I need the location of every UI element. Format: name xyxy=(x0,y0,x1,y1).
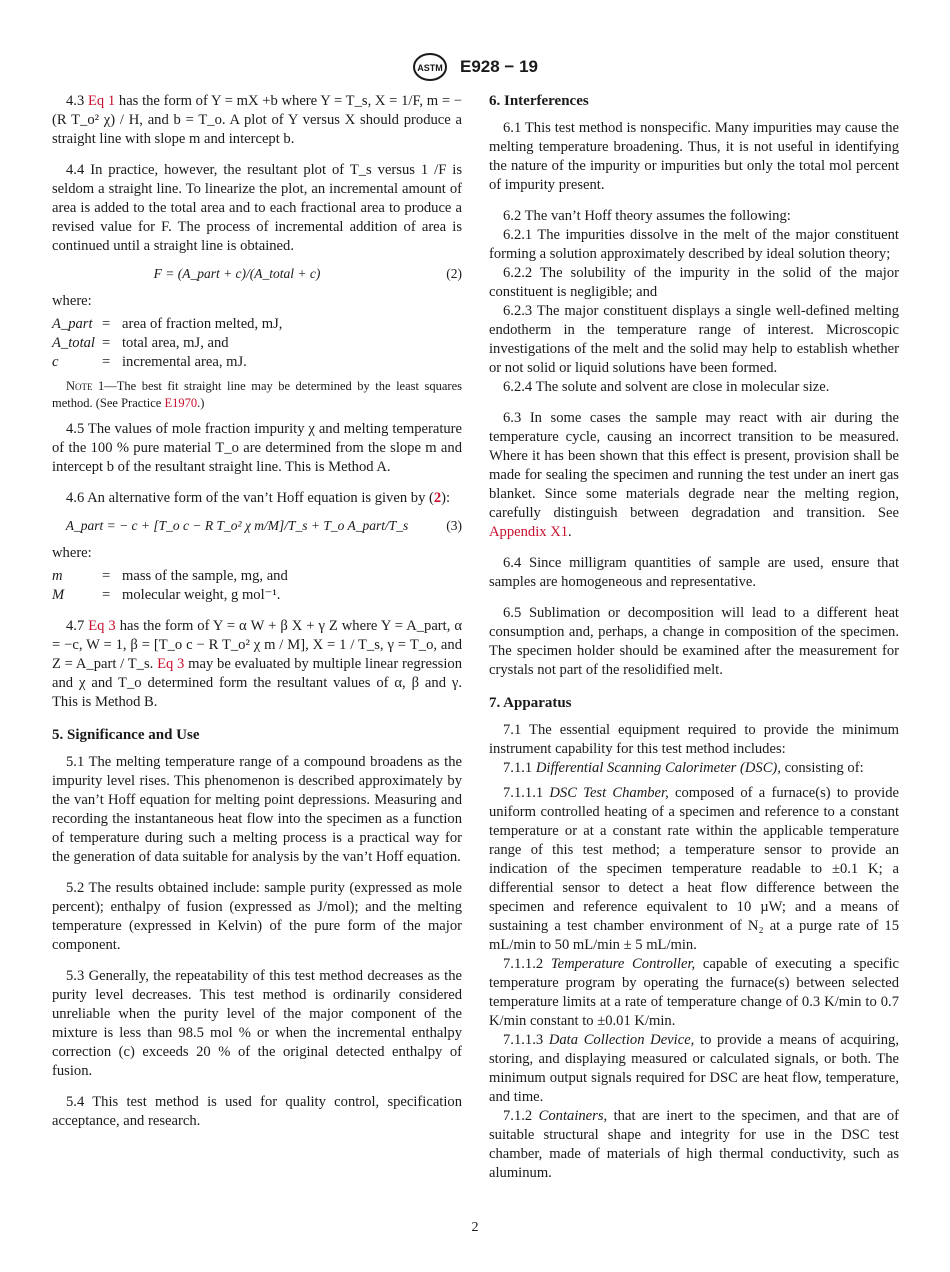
astm-logo-icon xyxy=(412,52,448,82)
paragraph-6-2: 6.2 The van’t Hoff theory assumes the following: xyxy=(503,208,791,224)
equation-3: A_part = − c + [T_o c − R T_o² χ m/M]/T_s + T_o A_part/T_s (3) xyxy=(65,518,462,533)
paragraph-6-2-2: 6.2.2 The solubility of the impurity in the solid of the major constituent is negligible; and xyxy=(489,265,899,300)
variable-row: A_part = area of fraction melted, mJ, xyxy=(52,316,283,332)
paragraph-7-1-1-1: 7.1.1.1 DSC Test Chamber, composed of a furnace(s) to provide uniform controlled heating of a specimen and reference to a constant temperature or at a constant rate within the applicable temperature range of this test method; a temperature sensor to provide an indication of the specimen temperature readable to ±0.1 K; a differential sensor to detect a heat flow difference between the specimen and reference equivalent to 10 µW; and a means of sustaining a test chamber environment of N₂ at a purge rate of 15 mL/min to 50 mL/min ± 5 mL/min. xyxy=(489,785,899,953)
appendix-x1-link[interactable]: Appendix X1 xyxy=(489,524,569,540)
eq1-link[interactable]: Eq 1 xyxy=(87,93,116,109)
paragraph-7-1: 7.1 The essential equipment required to provide the minimum instrument capability for this test method includes: xyxy=(489,722,899,757)
note-1: Note 1—The best fit straight line may be determined by the least squares method. (See Practice E1970.) xyxy=(52,379,462,410)
standard-designation: E928 − 19 xyxy=(460,57,538,76)
variable-row: A_total = total area, mJ, and xyxy=(52,335,229,351)
paragraph-6-5: 6.5 Sublimation or decomposition will lead to a different heat consumption and, perhaps, a change in composition of the specimen. The specimen holder should be examined after the measurement for crystals not part of the resolidified melt. xyxy=(489,605,899,678)
section-6-heading: 6. Interferences xyxy=(489,93,589,109)
e1970-link[interactable]: E1970 xyxy=(164,396,198,410)
paragraph-4-4: 4.4 In practice, however, the resultant plot of T_s versus 1 /F is seldom a straight line. To linearize the plot, an incremental amount of area is added to the total area and to each fractional area to produce a revised value for F. The process of incremental addition of area is continued until a straight line is obtained. xyxy=(52,162,462,254)
variable-row: M = molecular weight, g mol⁻¹. xyxy=(52,587,281,603)
paragraph-6-3: 6.3 In some cases the sample may react with air during the temperature cycle, causing an incorrect transition to be measured. Where it has been shown that this effect is present, provision shall be made for sealing the specimen and running the test under an inert gas blanket. Since some materials degrade near the melting region, carefully distinguish between degradation and transition. See Appendix X1. xyxy=(489,410,899,540)
paragraph-6-2-4: 6.2.4 The solute and solvent are close in molecular size. xyxy=(503,379,830,395)
section-5-heading: 5. Significance and Use xyxy=(52,727,200,743)
paragraph-4-3: 4.3 Eq 1 has the form of Y = mX +b where Y = T_s, X = 1/F, m = −(R T_o² χ) / H, and b = T_o. A plot of Y versus X should produce a straight line with slope m and intercept b. xyxy=(52,93,462,147)
variable-row: m = mass of the sample, mg, and xyxy=(52,568,288,584)
paragraph-7-1-1-3: 7.1.1.3 Data Collection Device, to provide a means of acquiring, storing, and displaying measured or calculated signals, or both. The minimum output signals required for DSC are heat flow, temperature, and time. xyxy=(489,1032,900,1105)
paragraph-5-2: 5.2 The results obtained include: sample purity (expressed as mole percent); enthalpy of fusion (expressed as J/mol); and the melting temperature (expressed in Kelvin) of the pure form of the major component. xyxy=(52,880,462,953)
variable-list-2 xyxy=(52,567,288,605)
variable-list-1 xyxy=(52,315,282,372)
paragraph-5-4: 5.4 This test method is used for quality control, specification acceptance, and research. xyxy=(52,1094,463,1129)
paragraph-4-7: 4.7 Eq 3 has the form of Y = α W + β X + γ Z where Y = A_part, α = −c, W = 1, β = [T_o c − R T_o² χ m / M], X = 1 / T_s, γ = T_o, and Z = A_part / T_s. Eq 3 may be evaluated by multiple linear regression and χ and T_o determined form the resultant values of α, β and γ. This is Method B. xyxy=(52,618,462,710)
paragraph-4-5: 4.5 The values of mole fraction impurity χ and melting temperature of the 100 % pure material T_o are determined from the slope m and intercept b of the resultant straight line. This is Method A. xyxy=(52,421,463,475)
paragraph-7-1-2: 7.1.2 Containers, that are inert to the specimen, and that are of suitable structural shape and integrity for use in the DSC test chamber, made of materials of high thermal conductivity, such as aluminum. xyxy=(489,1108,899,1181)
where-label: where: xyxy=(52,293,92,309)
page-number: 2 xyxy=(471,1220,479,1235)
variable-row: c = incremental area, mJ. xyxy=(52,354,247,370)
left-column xyxy=(52,92,462,1137)
eq3-link[interactable]: Eq 3 xyxy=(157,656,185,672)
paragraph-6-2-1: 6.2.1 The impurities dissolve in the melt of the major constituent forming a solution approximately described by ideal solution theory; xyxy=(489,227,899,262)
paragraph-5-1: 5.1 The melting temperature range of a compound broadens as the impurity level rises. This phenomenon is described approximately by the van’t Hoff equation for melting point depressions. Measuring and recording the instantaneous heat flow into the specimen as a function of temperature during such a melting process is a practical way for the generation of data suitable for analysis by the van’t Hoff equation. xyxy=(52,754,462,865)
paragraph-6-4: 6.4 Since milligram quantities of sample are used, ensure that samples are homogeneous and representative. xyxy=(489,555,900,590)
paragraph-6-1: 6.1 This test method is nonspecific. Many impurities may cause the melting temperature broadening. Thus, it is not useful in identifying the nature of the impurity or impurities but only the total mol percent of impurity present. xyxy=(489,120,900,193)
where-label: where: xyxy=(52,545,92,561)
paragraph-7-1-1-2: 7.1.1.2 Temperature Controller, capable of executing a specific temperature program by operating the furnace(s) between selected temperature limits at a rate of temperature change of 0.3 K/min to 0.7 K/min constant to ±0.01 K/min. xyxy=(489,956,899,1029)
ref-2-link[interactable]: 2 xyxy=(433,490,442,506)
paragraph-5-3: 5.3 Generally, the repeatability of this test method decreases as the purity level decreases. This test method is ordinarily considered unreliable when the purity level of the major component of the mixture is less than 98.5 mol % or when the incremental enthalpy correction (c) exceeds 20 % of the original detected enthalpy of fusion. xyxy=(52,968,462,1079)
paragraph-7-1-1: 7.1.1 Differential Scanning Calorimeter (DSC), consisting of: xyxy=(503,760,864,776)
equation-2: F = (A_part + c)/(A_total + c) (2) xyxy=(153,266,462,281)
paragraph-4-6: 4.6 An alternative form of the van’t Hoff equation is given by (2): xyxy=(66,490,451,506)
right-column xyxy=(489,92,899,1183)
page-header xyxy=(0,52,950,82)
svg-text:ASTM: ASTM xyxy=(417,63,443,73)
section-7-heading: 7. Apparatus xyxy=(489,695,572,711)
eq3-link[interactable]: Eq 3 xyxy=(88,618,116,634)
paragraph-6-2-3: 6.2.3 The major constituent displays a single well-defined melting endotherm in the temperature range of interest. Microscopic investigations of the melt and the solid may help to establish whether or not solid or liquid solutions have been formed. xyxy=(489,303,899,376)
